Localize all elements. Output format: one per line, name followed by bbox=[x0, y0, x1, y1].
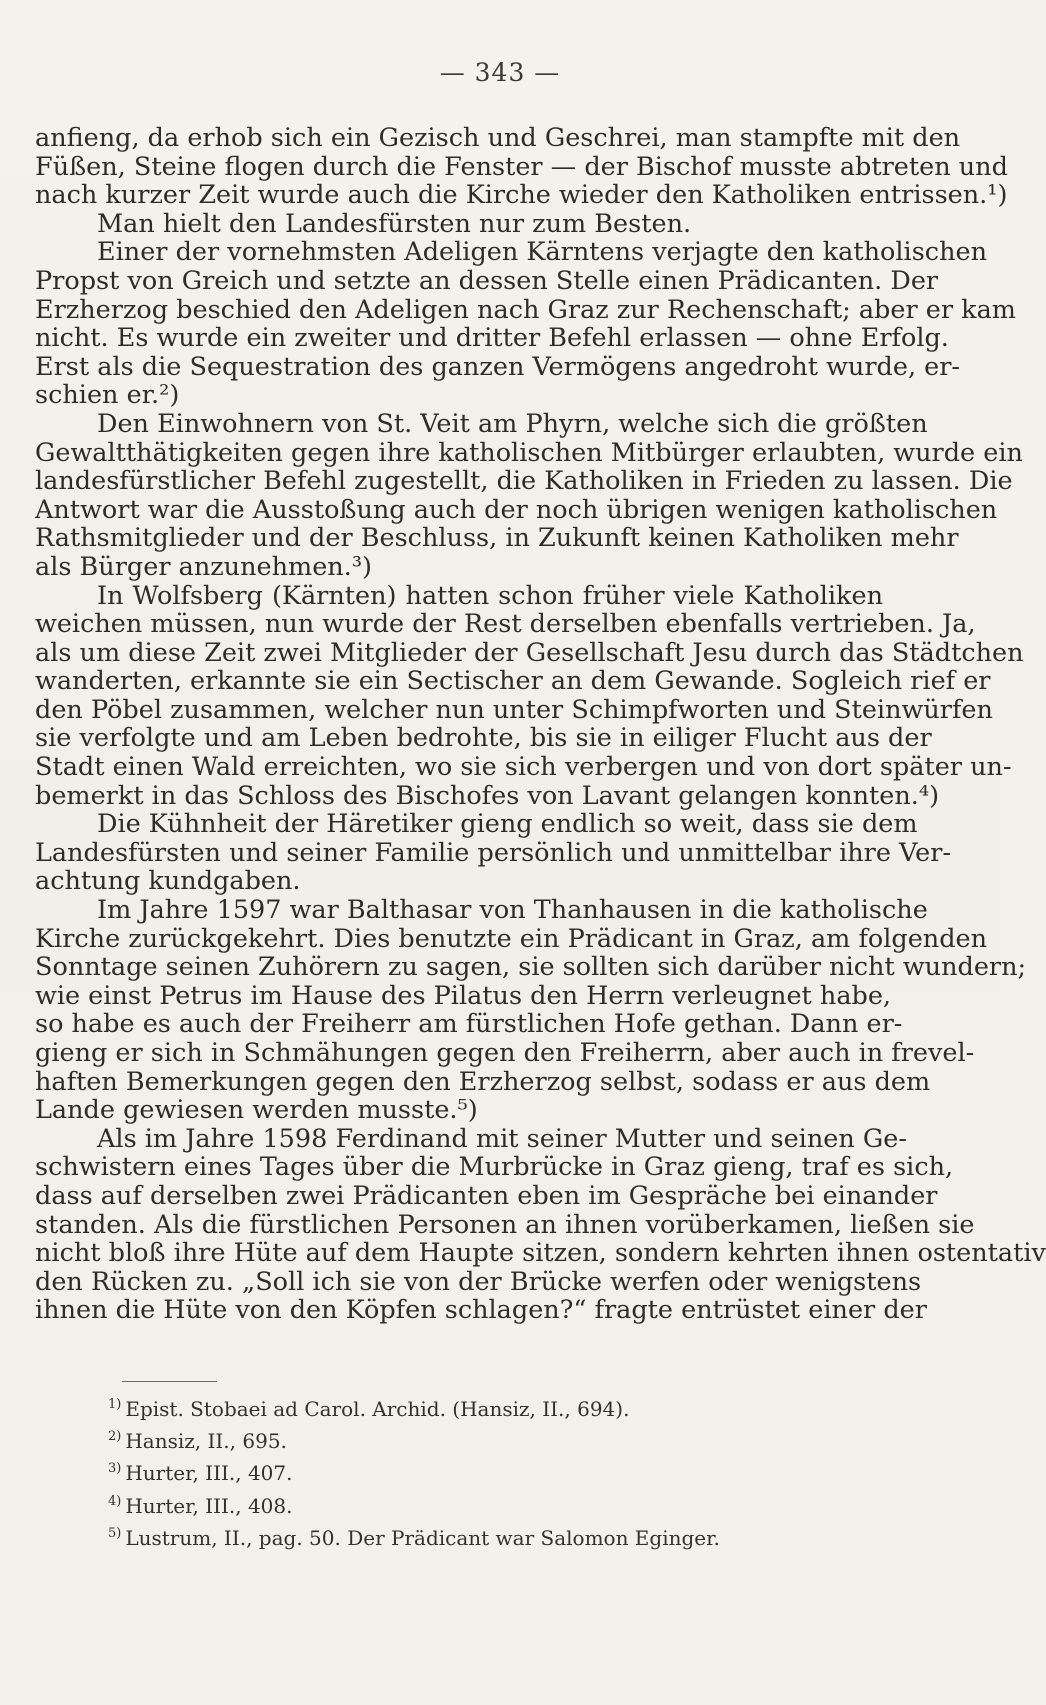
text-line: gieng er sich in Schmähungen gegen den Freiherrn, aber auch in frevel- bbox=[35, 1038, 975, 1068]
text-line: wanderten, erkannte sie ein Sectischer an dem Gewande. Sogleich rief er bbox=[35, 666, 991, 697]
text-line: standen. Als die fürstlichen Personen an ihnen vorüberkamen, ließen sie bbox=[35, 1209, 975, 1240]
text-line: Kirche zurückgekehrt. Dies benutzte ein Prädicant in Graz, am folgenden bbox=[35, 923, 988, 954]
text-line: als um diese Zeit zwei Mitglieder der Gesellschaft Jesu durch das Städtchen bbox=[35, 637, 1024, 668]
text-line: Landesfürsten und seiner Familie persönlich und unmittelbar ihre Ver- bbox=[35, 837, 952, 868]
text-line: Die Kühnheit der Häretiker gieng endlich so weit, dass sie dem bbox=[97, 809, 918, 840]
text-line: Man hielt den Landesfürsten nur zum Besten. bbox=[97, 208, 692, 239]
text-line: Füßen, Steine flogen durch die Fenster — der Bischof musste abtreten und bbox=[35, 151, 1008, 182]
footnote bbox=[108, 1423, 888, 1455]
text-line: Stadt einen Wald erreichten, wo sie sich verbergen und von dort später un- bbox=[35, 752, 1012, 783]
text-line: schwistern eines Tages über die Murbrücke in Graz gieng, traf es sich, bbox=[35, 1152, 954, 1183]
footnote bbox=[108, 1488, 888, 1520]
footnote-text: Hurter, III., 408. bbox=[125, 1493, 293, 1518]
footnote-mark: 5) bbox=[108, 1525, 122, 1541]
text-line: schien er.²) bbox=[35, 380, 180, 411]
page-number: — 343 — bbox=[439, 58, 561, 87]
text-line: weichen müssen, nun wurde der Rest derselben ebenfalls vertrieben. Ja, bbox=[35, 609, 976, 640]
footnote bbox=[108, 1520, 888, 1552]
text-line: Erzherzog beschied den Adeligen nach Graz zur Rechenschaft; aber er kam bbox=[35, 294, 1016, 325]
text-line: nicht. Es wurde ein zweiter und dritter Befehl erlassen — ohne Erfolg. bbox=[35, 323, 949, 354]
body-text bbox=[35, 123, 1046, 1326]
text-line: Als im Jahre 1598 Ferdinand mit seiner Mutter und seinen Ge- bbox=[97, 1123, 907, 1154]
footnote-text: Lustrum, II., pag. 50. Der Prädicant war Salomon Eginger. bbox=[125, 1525, 720, 1550]
text-line: ihnen die Hüte von den Köpfen schlagen?“ fragte entrüstet einer der bbox=[35, 1295, 927, 1326]
text-line: Antwort war die Ausstoßung auch der noch übrigen wenigen katholischen bbox=[35, 494, 998, 525]
text-line: In Wolfsberg (Kärnten) hatten schon früher viele Katholiken bbox=[97, 580, 883, 611]
text-line: Einer der vornehmsten Adeligen Kärntens verjagte den katholischen bbox=[97, 237, 988, 268]
text-line: landesfürstlicher Befehl zugestellt, die Katholiken in Frieden zu lassen. Die bbox=[35, 466, 1013, 497]
text-line: nicht bloß ihre Hüte auf dem Haupte sitzen, sondern kehrten ihnen ostentativ bbox=[35, 1238, 1046, 1269]
text-line: Lande gewiesen werden musste.⁵) bbox=[35, 1095, 478, 1126]
text-line: Den Einwohnern von St. Veit am Phyrn, welche sich die größten bbox=[97, 408, 928, 439]
text-line: haften Bemerkungen gegen den Erzherzog selbst, sodass er aus dem bbox=[35, 1066, 931, 1097]
text-line: Erst als die Sequestration des ganzen Vermögens angedroht wurde, er- bbox=[35, 351, 961, 382]
footnote-mark: 2) bbox=[108, 1429, 122, 1445]
text-line: sie verfolgte und am Leben bedrohte, bis sie in eiliger Flucht aus der bbox=[35, 723, 932, 754]
text-line: Gewaltthätigkeiten gegen ihre katholischen Mitbürger erlaubten, wurde ein bbox=[35, 437, 1023, 468]
footnote bbox=[108, 1391, 888, 1423]
footnote-text: Hansiz, II., 695. bbox=[125, 1429, 287, 1454]
text-line: Propst von Greich und setzte an dessen Stelle einen Prädicanten. Der bbox=[35, 265, 939, 296]
text-line: Im Jahre 1597 war Balthasar von Thanhausen in die katholische bbox=[97, 895, 928, 926]
footnote-mark: 4) bbox=[108, 1493, 122, 1509]
footnote-mark: 3) bbox=[108, 1461, 122, 1477]
text-line: nach kurzer Zeit wurde auch die Kirche wieder den Katholiken entrissen.¹) bbox=[35, 180, 1008, 211]
text-line: bemerkt in das Schloss des Bischofes von Lavant gelangen konnten.⁴) bbox=[35, 780, 940, 811]
footnote-mark: 1) bbox=[108, 1397, 122, 1412]
text-line: als Bürger anzunehmen.³) bbox=[35, 551, 373, 582]
text-line: achtung kundgaben. bbox=[35, 866, 301, 897]
footnote-divider bbox=[122, 1381, 217, 1382]
footnote-text: Epist. Stobaei ad Carol. Archid. (Hansiz, II., 694). bbox=[125, 1397, 630, 1421]
text-line: anfieng, da erhob sich ein Gezisch und Geschrei, man stampfte mit den bbox=[35, 123, 961, 153]
text-line: dass auf derselben zwei Prädicanten eben im Gespräche bei einander bbox=[35, 1180, 938, 1211]
text-line: den Pöbel zusammen, welcher nun unter Schimpfworten und Steinwürfen bbox=[35, 694, 993, 725]
text-line: den Rücken zu. „Soll ich sie von der Brücke werfen oder wenigstens bbox=[35, 1266, 922, 1297]
footnote-text: Hurter, III., 407. bbox=[125, 1461, 293, 1486]
text-line: wie einst Petrus im Hause des Pilatus den Herrn verleugnet habe, bbox=[35, 980, 892, 1011]
text-line: Rathsmitglieder und der Beschluss, in Zukunft keinen Katholiken mehr bbox=[35, 523, 959, 554]
footnote bbox=[108, 1455, 888, 1487]
text-line: so habe es auch der Freiherr am fürstlichen Hofe gethan. Dann er- bbox=[35, 1009, 903, 1040]
text-line: Sonntage seinen Zuhörern zu sagen, sie sollten sich darüber nicht wundern; bbox=[35, 952, 1027, 983]
footnotes bbox=[108, 1391, 888, 1552]
